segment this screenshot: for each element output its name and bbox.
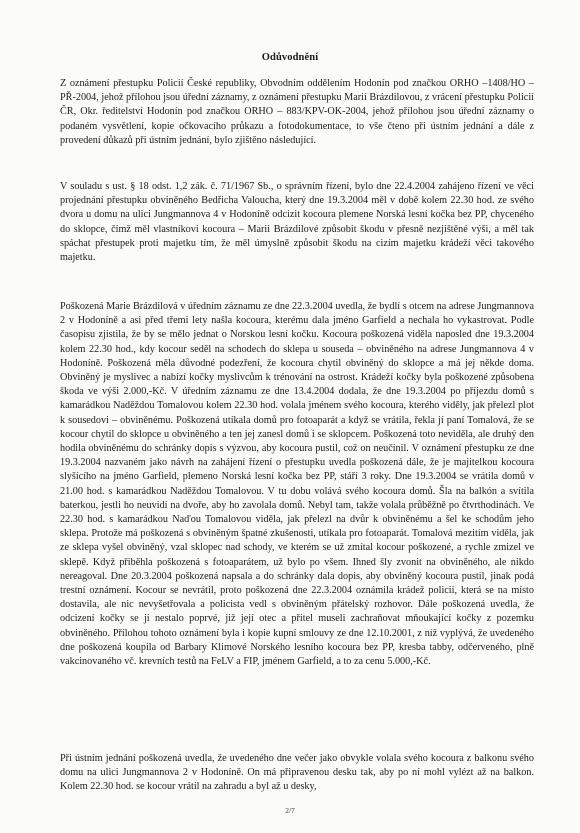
paragraph-3: Poškozená Marie Brázdilová v úředním záznamu ze dne 22.3.2004 uvedla, že bydlí s otcem na adrese Jungmannova 2 v Hodoníně a asi před třemi lety našla kocoura, kterému dala jméno Garfield a nechala ho vykastrovat. Podle časopisu zjistila, že by se mělo jednat o Norskou lesní kočku. Kocoura poškozená viděla naposled dne 19.3.2004 kolem 22.30 hod., kdy kocour seděl na schodech do sklepa u souseda – obviněného na adrese Jungmannova 4 v Hodoníně. Poškozená měla důvodné podezření, že kocoura chytil obviněný do sklopce a má jej někde doma. Obviněný je myslivec a nabízí kočky myslivcům k trénování na ostrost. Krádeží kočky byla poškozené způsobena škoda ve výši 2.000,-Kč. V úředním záznamu ze dne 13.4.2004 dodala, že dne 19.3.2004 po příjezdu domů s kamarádkou Naděždou Tomalovou kolem 22.30 hod. volala jménem svého kocoura, kterého viděly, jak přelezl plot k sousedovi – obviněnému. Poškozená utíkala domů pro fotoaparát a když se vrátila, řekla jí paní Tomalová, že se kocour chytil do sklopce u obviněného a ten jej zanesl domů i se sklopcem. Poškozená toto neviděla, ale druhý den hodila obviněnému do schránky dopis s výzvou, aby kocoura pustil, což on neučinil. V oznámení přestupku ze dne 19.3.2004 nazvaném jako návrh na zahájení řízení o přestupku uvedla poškozená dále, že je majitelkou kocoura slyšícího na jméno Garfield, plemeno Norská lesní kočka bez PP, stáří 3 roky. Dne 19.3.2004 se vrátila domů v 21.00 hod. s kamarádkou Naděždou Tomalovou. V tu dobu volává svého kocoura domů. Šla na balkón a svítila baterkou, jestli ho neuvidí na dvoře, aby ho zavolala domů. Nebyl tam, takže volala průběžně po čtvrthodinách. Ve 22.30 hod. s kamarádkou Naďou Tomalovou viděla, jak přelezl na dvůr k obviněnému a šel ke schodům jeho sklepa. Protože má poškozená s obviněným špatné zkušenosti, utíkala pro fotoaparát. Tomalová mezitím viděla, jak ze sklepa vyšel obviněný, vzal sklopec nad schody, ve kterém se už zmítal kocour poškozené, a rychle zmizel ve sklepě. Když přiběhla poškozená s fotoaparátem, už bylo po všem. Ihned šly zvonit na obviněného, ale nikdo nereagoval. Dne 20.3.2004 poškozená napsala a do schránky dala dopis, aby obviněný kocoura pustil, jinak podá trestní oznámení. Kocour se nevrátil, proto poškozená dne 22.3.2004 oznámila krádež policii, která se na místo dostavila, ale nic nevyšetřovala a policista vedl s obviněným přátelský rozhovor. Dále poškozená uvedla, že odcizení kočky se jí nestalo poprvé, již její otec a přítel museli zachraňovat mňoukající kočky z pozemku obviněného. Přílohou tohoto oznámení byla i kopie kupní smlouvy ze dne 12.10.2001, z níž vyplývá, že uvedeného dne poškozená koupila od Barbary Klimové Norského lesního kocoura bez PP, kresba tabby, odčerveného, plně vakcinovaného vč. krevních testů na FeLV a FIP, jménem Garfield, a to za cenu 5.000,-Kč. bbox=[60, 301, 534, 668]
paragraph-1: Z oznámení přestupku Policií České republiky, Obvodním oddělením Hodonín pod značkou ORHO –1408/HO –PŘ-2004, jehož přílohou jsou úřední záznamy, z oznámení přestupku Marií Brázdilovou, z vrácení přestupku Policií ČR, Okr. ředitelství Hodonín pod značkou ORHO – 883/KPV-OK-2004, jehož přílohou jsou úřední záznamy o podaném vysvětlení, kopie očkovacího průkazu a fotodokumentace, to vše čteno při ústním jednání a dále z provedení důkazů při ústním jednání, bylo zjištěno následující. bbox=[60, 78, 534, 146]
paragraph-4: Při ústním jednání poškozená uvedla, že uvedeného dne večer jako obvykle volala svého kocoura z balkonu svého domu na ulici Jungmannova 2 v Hodoníně. On má připravenou desku tak, aby po ní mohl vylézt až na balkon. Kolem 22.30 hod. se kocour vrátil na zahradu a byl až u desky, bbox=[60, 753, 534, 793]
paragraph-2: V souladu s ust. § 18 odst. 1,2 zák. č. 71/1967 Sb., o správním řízení, bylo dne 22.4.2004 zahájeno řízení ve věci projednání přestupku obviněného Bedřicha Valoucha, který dne 19.3.2004 měl v době kolem 22.30 hod. ze svého dvora u domu na ulici Jungmannova 4 v Hodoníně odcizit kocoura plemene Norská lesní kočka bez PP, chyceného do sklopce, čímž měl vlastníkovi kocoura – Marii Brázdilové způsobit škodu v přesně nezjištěné výši, a měl tak spáchat přestupek proti majetku tím, že měl úmyslně způsobit škodu na cizím majetku krádeží věci takového majetku. bbox=[60, 181, 534, 264]
page-number: 2/7 bbox=[285, 806, 295, 815]
document-heading: Odůvodnění bbox=[261, 52, 319, 63]
